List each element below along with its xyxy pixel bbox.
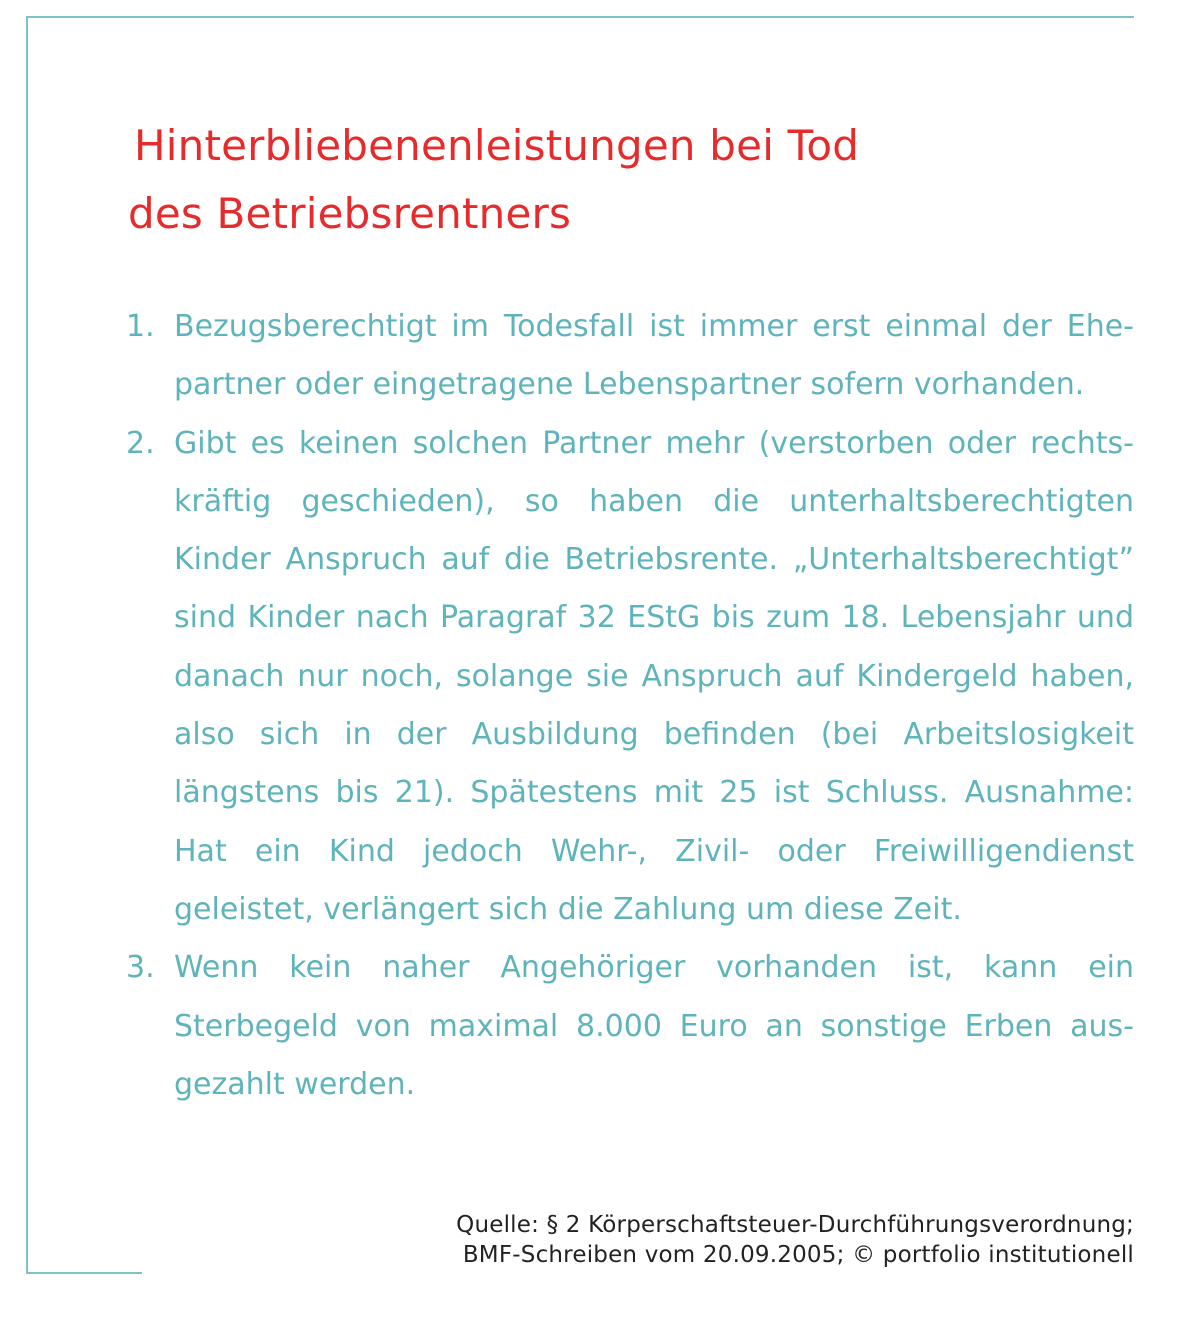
list-item (0, 939, 1134, 1114)
title-line-2: des Betriebsrentners (128, 189, 572, 238)
list-item-text: Wenn kein naher Angehöriger vorhanden ist, kann ein Sterbegeld von maximal 8.000 Euro an sonstige Erben ausgezahlt werden. (174, 950, 1134, 1102)
frame-top-border (26, 16, 1134, 18)
list-item-text: Bezugsberechtigt im Todesfall ist immer erst einmal der Ehepartner oder eingetragene Lebenspartner sofern vorhanden. (174, 309, 1134, 403)
list-item-number: 1. (126, 309, 155, 344)
list-item (0, 415, 1134, 940)
frame-bottom-border (26, 1272, 142, 1274)
list-item (0, 298, 1134, 415)
list-item-number: 3. (126, 950, 155, 986)
benefits-list (0, 298, 1186, 1114)
source-line-1: Quelle: § 2 Körperschaftsteuer-Durchführungsverordnung; (456, 1212, 1134, 1238)
source-note (456, 1210, 1134, 1270)
page-title (128, 112, 1108, 248)
title-line-1: Hinterbliebenenleistungen bei Tod (134, 121, 860, 170)
list-item-number: 2. (126, 425, 155, 461)
list-item-text: Gibt es keinen solchen Partner mehr (verstorben oder rechtskräftig geschieden), so haben die unterhaltsberechtigten Kinder Anspruch auf die Betriebsrente. „Unterhaltsberechtigt” sind Kinder nach Paragraf 32 EStG bis zum 18. Lebensjahr und danach nur noch, solange sie Anspruch auf Kindergeld haben, also sich in der Ausbildung befinden (bei Arbeitslosigkeit längstens bis 21). Spätestens mit 25 ist Schluss. Ausnahme: Hat ein Kind jedoch Wehr-, Zivil- oder Freiwilligendienst geleistet, verlängert sich die Zahlung um diese Zeit. (174, 425, 1134, 927)
source-line-2: BMF-Schreiben vom 20.09.2005; © portfolio institutionell (462, 1242, 1134, 1268)
